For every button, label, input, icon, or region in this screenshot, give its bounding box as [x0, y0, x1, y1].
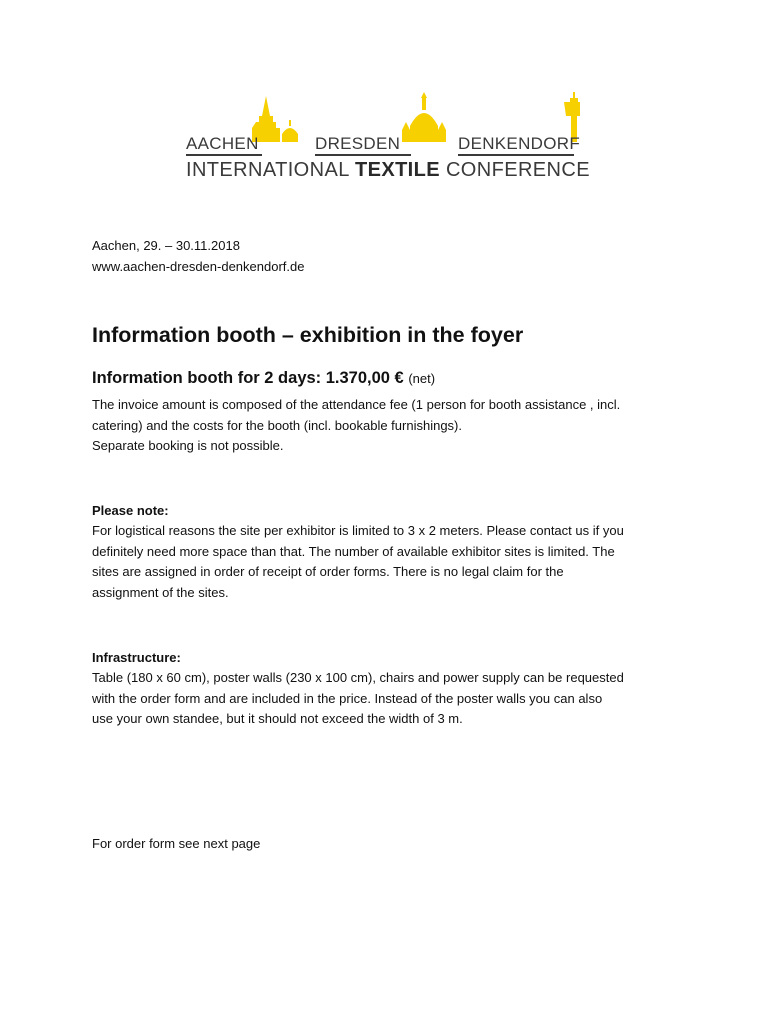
- infrastructure-heading: Infrastructure:: [92, 650, 181, 665]
- logo-city-aachen: AACHEN: [186, 134, 259, 153]
- logo-subtitle-suffix: CONFERENCE: [445, 159, 590, 181]
- infrastructure-line: with the order form and are included in the price. Instead of the poster walls you can also: [92, 690, 603, 706]
- logo-subtitle-prefix: INTERNATIONAL: [186, 159, 349, 181]
- note-heading: Please note:: [92, 503, 169, 518]
- logo-city-denkendorf: DENKENDORF: [458, 134, 581, 153]
- infrastructure-line: use your own standee, but it should not exceed the width of 3 m.: [92, 711, 463, 726]
- logo-rule: [315, 154, 411, 156]
- price-heading: [92, 369, 435, 388]
- order-form-note: For order form see next page: [92, 836, 261, 851]
- intro-line: Separate booking is not possible.: [92, 438, 284, 453]
- logo-rule: [458, 154, 574, 156]
- logo-rule: [186, 154, 262, 156]
- intro-line: catering) and the costs for the booth (incl. bookable furnishings).: [92, 417, 462, 433]
- logo-city-dresden: DRESDEN: [315, 134, 401, 153]
- infrastructure-paragraph: [92, 668, 692, 730]
- intro-line: The invoice amount is composed of the attendance fee (1 person for booth assistance , incl.: [92, 397, 621, 412]
- logo-subtitle: [186, 158, 590, 182]
- logo-subtitle-bold: TEXTILE: [354, 159, 440, 181]
- note-line: sites are assigned in order of receipt of order forms. There is no legal claim for the: [92, 564, 564, 579]
- event-website: www.aachen-dresden-denkendorf.de: [92, 258, 305, 274]
- conference-logo: [186, 92, 590, 184]
- event-date: Aachen, 29. – 30.11.2018: [92, 238, 240, 253]
- price-heading-text: Information booth for 2 days: 1.370,00 €: [92, 369, 404, 387]
- note-paragraph: [92, 521, 692, 603]
- price-suffix: (net): [408, 371, 436, 386]
- note-line: For logistical reasons the site per exhibitor is limited to 3 x 2 meters. Please contact us if you: [92, 523, 624, 538]
- event-meta: [92, 236, 692, 277]
- infrastructure-line: Table (180 x 60 cm), poster walls (230 x 100 cm), chairs and power supply can be requested: [92, 670, 624, 685]
- page-title: Information booth – exhibition in the foyer: [92, 323, 524, 347]
- note-line: definitely need more space than that. The number of available exhibitor sites is limited. The: [92, 543, 615, 559]
- intro-paragraph: [92, 395, 692, 457]
- note-line: assignment of the sites.: [92, 584, 229, 600]
